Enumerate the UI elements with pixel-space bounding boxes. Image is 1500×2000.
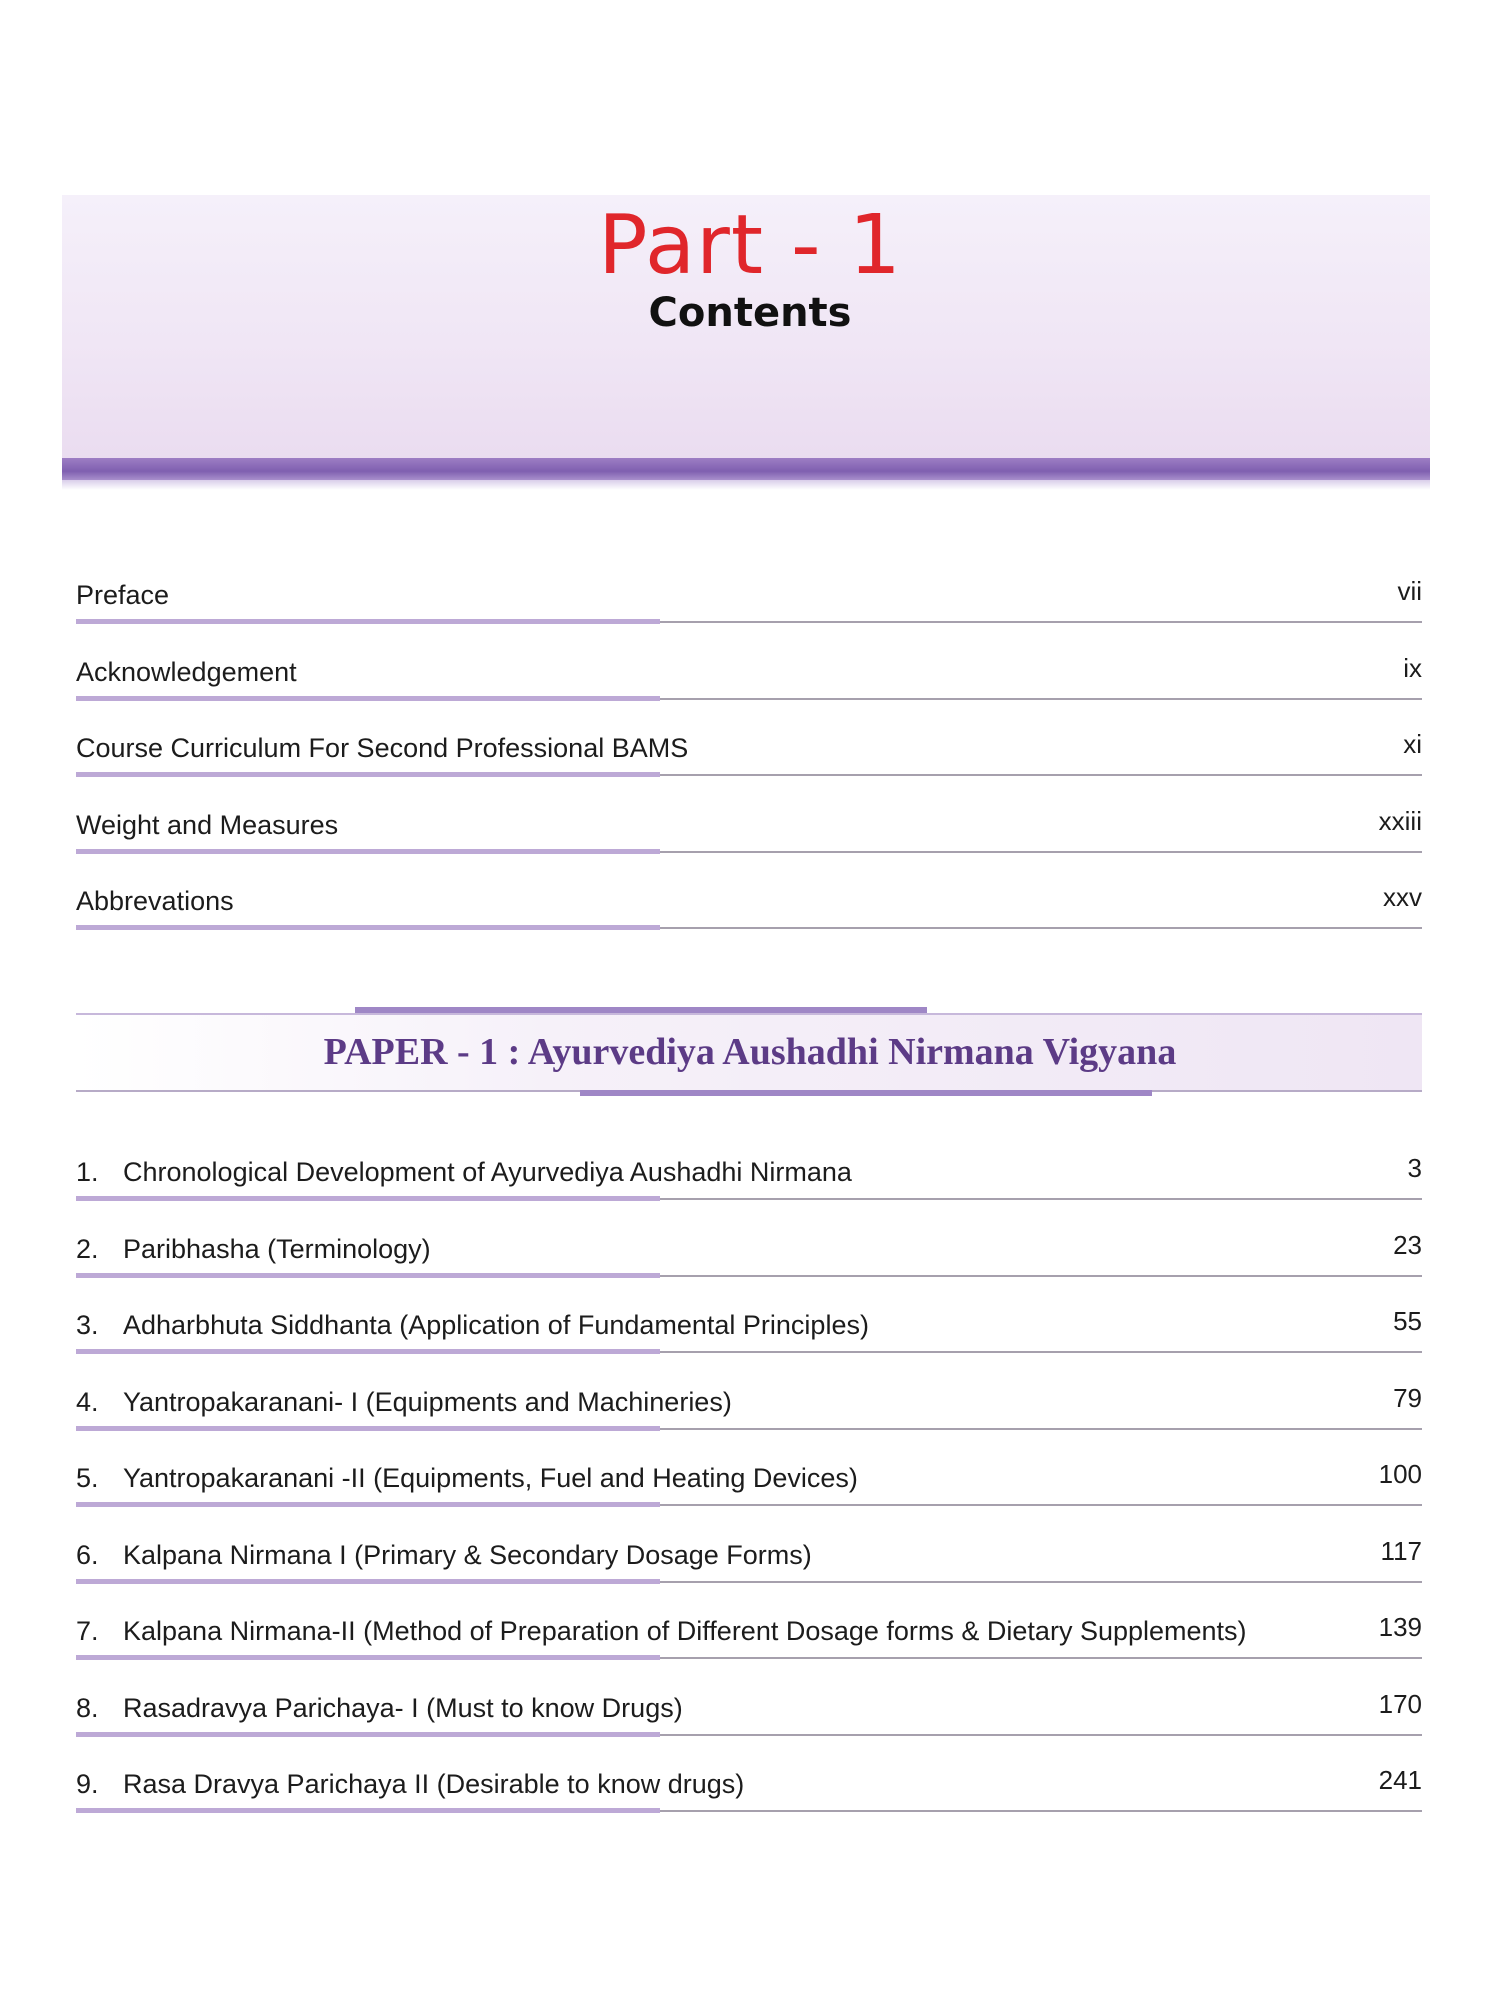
header-divider-bar [62, 458, 1430, 480]
header-divider-shadow [62, 480, 1430, 490]
chapter-title: Kalpana Nirmana-II (Method of Preparation of Different Dosage forms & Dietary Supplements) [123, 1616, 1247, 1646]
chapter-number: 5. [76, 1463, 99, 1493]
chapter-title: Yantropakaranani -II (Equipments, Fuel and Heating Devices) [123, 1463, 858, 1493]
toc-entry[interactable] [76, 717, 1422, 794]
part-title: Part - 1 [598, 198, 902, 293]
toc-rule-accent [76, 1273, 660, 1278]
toc-entry-title: Preface [76, 580, 170, 610]
contents-title: Contents [648, 290, 852, 336]
chapter-entry[interactable] [76, 1371, 1422, 1448]
chapter-title: Kalpana Nirmana I (Primary & Secondary Dosage Forms) [123, 1539, 812, 1570]
toc-entry-title: Abbrevations [76, 886, 234, 916]
toc-rule-accent [76, 849, 660, 854]
toc-entry[interactable] [76, 641, 1422, 718]
toc-rule-accent [76, 1349, 660, 1354]
chapter-entry[interactable] [76, 1447, 1422, 1524]
chapter-page: 55 [1393, 1306, 1422, 1336]
chapter-number: 4. [76, 1386, 99, 1417]
toc-entry-page: xxiii [1378, 805, 1422, 836]
toc-rule-accent [76, 772, 660, 777]
chapter-title: Rasa Dravya Parichaya II (Desirable to know drugs) [123, 1769, 745, 1799]
toc-rule-accent [76, 1502, 660, 1507]
chapter-page: 241 [1378, 1765, 1422, 1795]
chapter-entry[interactable] [76, 1141, 1422, 1218]
chapter-page: 79 [1393, 1382, 1422, 1413]
chapter-number: 1. [76, 1157, 99, 1187]
chapter-entry[interactable] [76, 1524, 1422, 1601]
toc-entry-title: Weight and Measures [76, 809, 339, 840]
chapter-number: 2. [76, 1233, 99, 1264]
paper-heading-bottom-bar [580, 1090, 1152, 1096]
chapter-number: 9. [76, 1769, 99, 1799]
chapter-list [76, 1141, 1422, 1830]
toc-entry-page: ix [1403, 652, 1422, 683]
toc-entry-page: xi [1403, 729, 1422, 759]
toc-rule-accent [76, 1732, 660, 1737]
chapter-entry[interactable] [76, 1600, 1422, 1677]
toc-entry-title: Course Curriculum For Second Professional BAMS [76, 733, 689, 763]
chapter-entry[interactable] [76, 1753, 1422, 1830]
chapter-title: Rasadravya Parichaya- I (Must to know Drugs) [123, 1692, 683, 1723]
front-matter-list [76, 564, 1422, 947]
toc-rule-accent [76, 1655, 660, 1660]
toc-rule-accent [76, 1196, 660, 1201]
paper-title: PAPER - 1 : Ayurvediya Aushadhi Nirmana Vigyana [323, 1031, 1177, 1073]
toc-rule-accent [76, 1426, 660, 1431]
chapter-title: Chronological Development of Ayurvediya Aushadhi Nirmana [123, 1157, 852, 1187]
chapter-page: 100 [1378, 1459, 1422, 1489]
chapter-number: 3. [76, 1310, 99, 1340]
toc-rule-accent [76, 1579, 660, 1584]
chapter-page: 3 [1407, 1153, 1422, 1183]
chapter-entry[interactable] [76, 1294, 1422, 1371]
chapter-entry[interactable] [76, 1218, 1422, 1295]
toc-rule-accent [76, 1808, 660, 1813]
chapter-page: 117 [1380, 1535, 1422, 1566]
chapter-number: 7. [76, 1616, 99, 1646]
chapter-title: Adharbhuta Siddhanta (Application of Fundamental Principles) [123, 1310, 869, 1340]
chapter-page: 139 [1378, 1612, 1422, 1642]
toc-entry[interactable] [76, 870, 1422, 947]
chapter-number: 6. [76, 1539, 99, 1570]
toc-entry-page: xxv [1383, 882, 1422, 912]
toc-rule-accent [76, 619, 660, 624]
toc-entry[interactable] [76, 794, 1422, 871]
chapter-page: 23 [1393, 1229, 1422, 1260]
toc-rule-accent [76, 696, 660, 701]
toc-entry-page: vii [1397, 576, 1422, 606]
toc-entry-title: Acknowledgement [76, 656, 297, 687]
chapter-title: Paribhasha (Terminology) [123, 1233, 431, 1264]
toc-rule-accent [76, 925, 660, 930]
chapter-page: 170 [1378, 1688, 1422, 1719]
chapter-title: Yantropakaranani- I (Equipments and Machineries) [123, 1386, 732, 1417]
toc-entry[interactable] [76, 564, 1422, 641]
chapter-entry[interactable] [76, 1677, 1422, 1754]
chapter-number: 8. [76, 1692, 99, 1723]
